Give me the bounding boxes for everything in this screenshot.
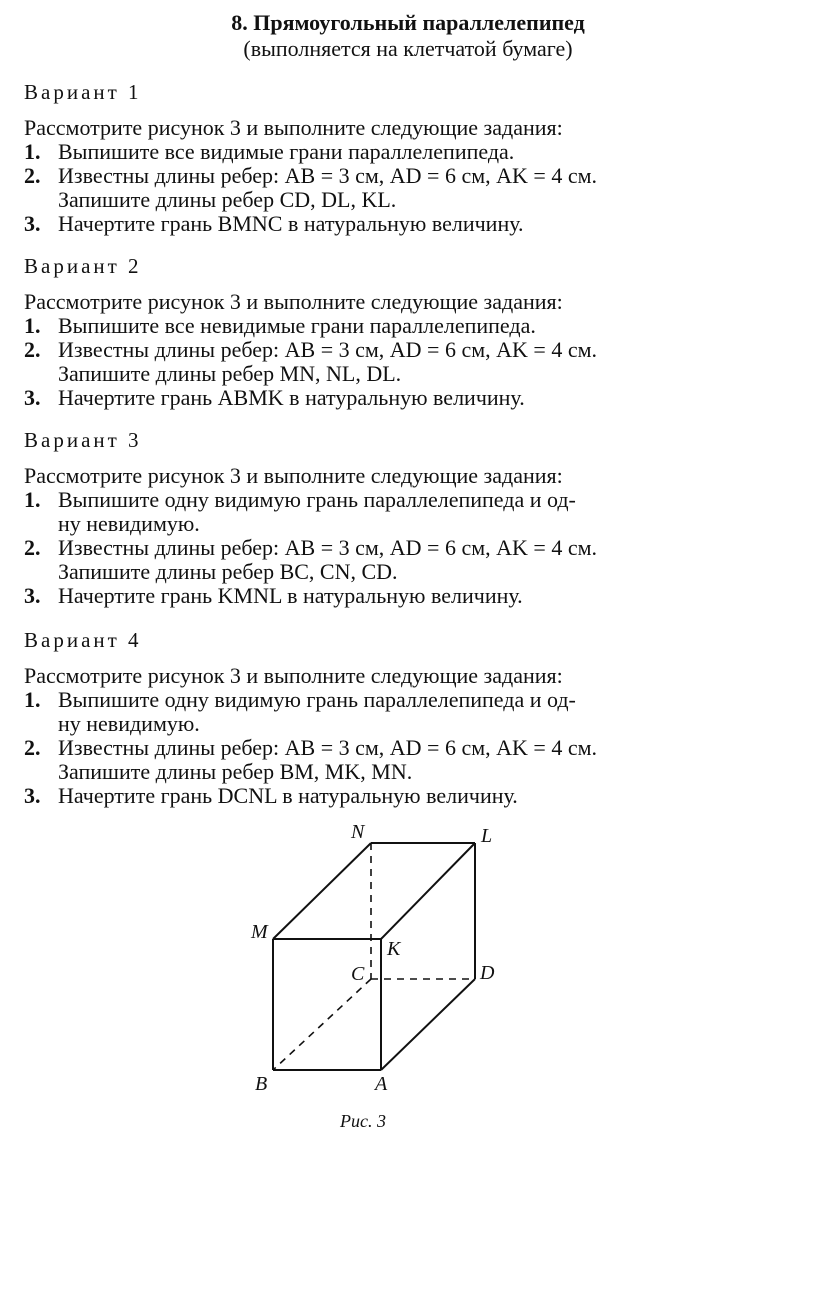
task-text: Выпишите все видимые грани параллелепипеда. (58, 139, 515, 164)
task-number: 3. (24, 783, 41, 808)
vertex-label-c: C (351, 963, 365, 985)
task-number: 1. (24, 139, 41, 164)
variant-intro: Рассмотрите рисунок 3 и выполните следующие задания: (24, 115, 563, 140)
edge-da (381, 979, 475, 1070)
variant-heading: Вариант 3 (24, 428, 142, 452)
edge-kl (381, 843, 475, 939)
task-text: Начертите грань DCNL в натуральную величину. (58, 783, 518, 808)
vertex-label-m: M (251, 921, 268, 943)
vertex-label-n: N (351, 821, 365, 843)
task-text: Известны длины ребер: AB = 3 см, AD = 6 см, AK = 4 см. Запишите длины ребер BM, MK, MN. (58, 735, 598, 784)
vertex-label-k: K (387, 938, 401, 960)
task-number: 1. (24, 487, 41, 512)
variant-intro: Рассмотрите рисунок 3 и выполните следующие задания: (24, 289, 563, 314)
vertex-label-l: L (481, 825, 493, 847)
task-text: Выпишите одну видимую грань параллелепипеда и од- ну невидимую. (58, 487, 576, 536)
edge-mn (273, 843, 371, 939)
edge-cb (273, 979, 371, 1070)
section-title: 8. Прямоугольный параллелепипед (231, 10, 585, 35)
task-text: Известны длины ребер: AB = 3 см, AD = 6 см, AK = 4 см. Запишите длины ребер MN, NL, DL. (58, 337, 598, 386)
variant-intro: Рассмотрите рисунок 3 и выполните следующие задания: (24, 463, 563, 488)
task-text: Выпишите все невидимые грани параллелепипеда. (58, 313, 536, 338)
task-number: 2. (24, 535, 41, 560)
task-number: 1. (24, 687, 41, 712)
task-text: Выпишите одну видимую грань параллелепипеда и од- ну невидимую. (58, 687, 576, 736)
task-text: Известны длины ребер: AB = 3 см, AD = 6 см, AK = 4 см. Запишите длины ребер BC, CN, CD. (58, 535, 598, 584)
figure-caption: Рис. 3 (340, 1111, 386, 1131)
task-number: 1. (24, 313, 41, 338)
hidden-edges (273, 843, 475, 1070)
task-number: 3. (24, 211, 41, 236)
section-subtitle: (выполняется на клетчатой бумаге) (243, 36, 573, 61)
task-number: 3. (24, 583, 41, 608)
vertex-label-b: B (255, 1073, 268, 1095)
task-number: 2. (24, 735, 41, 760)
variant-intro: Рассмотрите рисунок 3 и выполните следующие задания: (24, 663, 563, 688)
visible-edges (273, 843, 475, 1070)
task-text: Начертите грань BMNC в натуральную величину. (58, 211, 524, 236)
variant-heading: Вариант 1 (24, 80, 142, 104)
task-number: 2. (24, 163, 41, 188)
task-text: Начертите грань ABMK в натуральную величину. (58, 385, 525, 410)
vertex-label-d: D (480, 962, 495, 984)
task-number: 3. (24, 385, 41, 410)
task-number: 2. (24, 337, 41, 362)
variant-heading: Вариант 2 (24, 254, 142, 278)
task-text: Начертите грань KMNL в натуральную величину. (58, 583, 523, 608)
variant-heading: Вариант 4 (24, 628, 142, 652)
vertex-label-a: A (375, 1073, 388, 1095)
task-text: Известны длины ребер: AB = 3 см, AD = 6 см, AK = 4 см. Запишите длины ребер CD, DL, KL. (58, 163, 598, 212)
